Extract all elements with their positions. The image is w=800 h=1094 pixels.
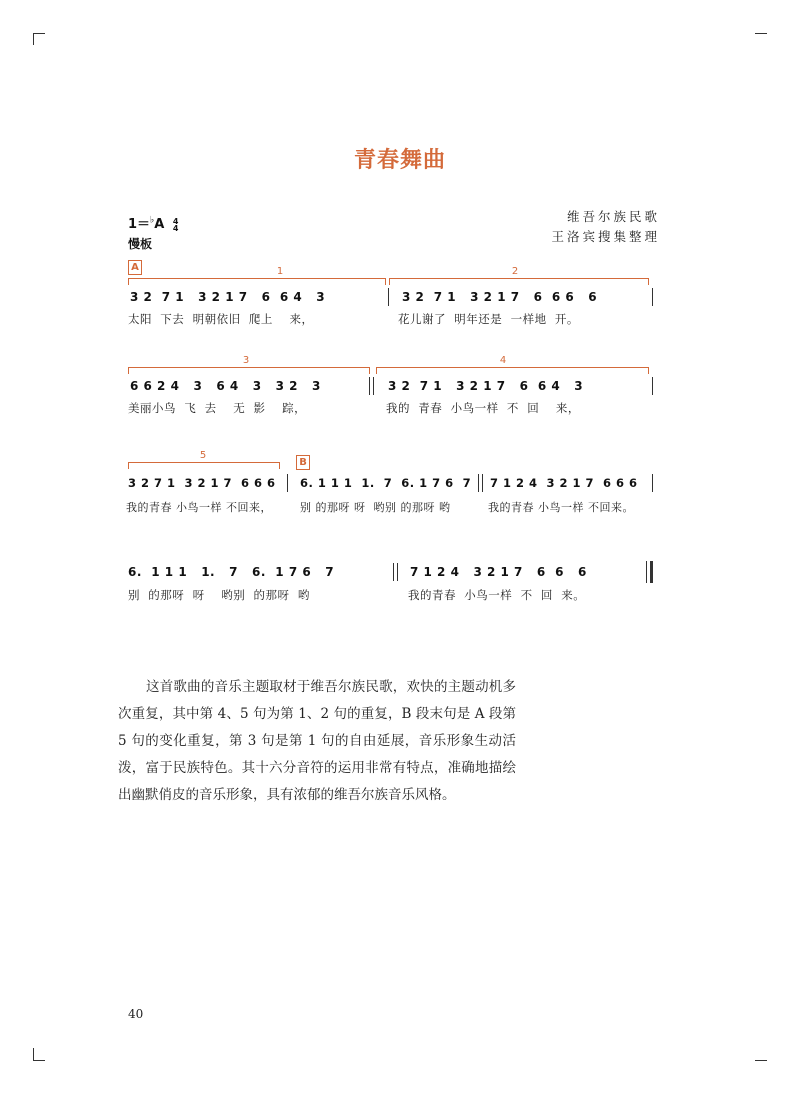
- lyrics-phrase-4: 我的 青春 小鸟一样 不 回 来，: [386, 401, 580, 415]
- tempo-marking: 慢板: [128, 237, 153, 251]
- lyrics-phrase-3: 美丽小鸟 飞 去 无 影 踪，: [128, 401, 307, 415]
- phrase-bracket-2: [389, 278, 649, 285]
- time-signature: [173, 218, 179, 232]
- time-sig-top: 4: [172, 216, 179, 226]
- song-collector: 王洛宾搜集整理: [551, 229, 660, 244]
- key-one: 1＝: [128, 217, 151, 232]
- song-origin: 维吾尔族民歌: [566, 209, 660, 224]
- phrase-number-3: 3: [242, 355, 250, 366]
- crop-mark-bottom-left: [33, 1060, 45, 1061]
- final-barline-thick: [650, 561, 653, 583]
- final-barline-thin: [646, 561, 647, 583]
- notes-phrase-2: 3 2 7 1 3 2 1 7 6 6 6 6: [402, 290, 598, 304]
- key-signature: [128, 213, 178, 232]
- barline: [397, 563, 398, 581]
- crop-mark-top-left: [33, 33, 34, 45]
- song-title: 青春舞曲: [353, 147, 446, 173]
- lyrics-phrase-2: 花儿谢了 明年还是 一样地 开。: [398, 312, 579, 326]
- phrase-bracket-3: [128, 367, 370, 374]
- notes-phrase-1: 3 2 7 1 3 2 1 7 6 6 4 3: [130, 290, 326, 304]
- phrase-bracket-4: [376, 367, 649, 374]
- section-b-marker: B: [296, 455, 310, 470]
- notes-phrase-4: 3 2 7 1 3 2 1 7 6 6 4 3: [388, 379, 584, 393]
- crop-mark-bottom-right: [755, 1060, 767, 1061]
- notes-b-phrase-4: 7 1 2 4 3 2 1 7 6 6 6: [410, 565, 587, 579]
- phrase-number-1: 1: [276, 266, 284, 277]
- key-note: A: [154, 217, 165, 232]
- lyrics-b-phrase-3: 别 的那呀 呀 哟别 的那呀 哟: [128, 588, 310, 602]
- crop-mark-bottom-left: [33, 1048, 34, 1060]
- lyrics-b-phrase-1: 别 的那呀 呀 哟别 的那呀 哟: [300, 501, 451, 514]
- phrase-bracket-1: [128, 278, 386, 285]
- lyrics-phrase-5: 我的青春 小鸟一样 不回来，: [126, 501, 272, 514]
- phrase-bracket-5: [128, 462, 280, 469]
- notes-b-phrase-3: 6. 1 1 1 1. 7 6. 1 7 6 7: [128, 565, 335, 579]
- barline: [388, 288, 389, 306]
- lyrics-b-phrase-2: 我的青春 小鸟一样 不回来。: [488, 501, 634, 514]
- description-paragraph: 这首歌曲的音乐主题取材于维吾尔族民歌，欢快的主题动机多次重复，其中第 4、5 句为第 1、2 句的重复，B 段末句是 A 段第 5 句的变化重复，第 3 句是第 1 句的自由延展，音乐形象生动活泼，富于民族特色。其十六分音符的运用非常有特点，准确地描绘出幽默俏皮的音乐形象，具有浓郁的维吾尔族音乐风格。: [118, 679, 516, 803]
- barline: [652, 474, 653, 492]
- flat-sign: ♭: [150, 215, 155, 226]
- barline: [393, 563, 394, 581]
- notes-phrase-3: 6 6 2 4 3 6 4 3 3 2 3: [130, 379, 321, 393]
- notes-phrase-5: 3 2 7 1 3 2 1 7 6 6 6: [128, 476, 276, 490]
- lyrics-b-phrase-4: 我的青春 小鸟一样 不 回 来。: [408, 588, 586, 602]
- barline: [373, 377, 374, 395]
- notes-b-phrase-1: 6. 1 1 1 1. 7 6. 1 7 6 7: [300, 476, 472, 490]
- section-a-marker: A: [128, 260, 142, 275]
- barline: [652, 377, 653, 395]
- crop-mark-top-left: [33, 33, 45, 34]
- barline: [478, 474, 479, 492]
- lyrics-phrase-1: 太阳 下去 明朝依旧 爬上 来，: [128, 312, 314, 326]
- notes-b-phrase-2: 7 1 2 4 3 2 1 7 6 6 6: [490, 476, 638, 490]
- barline: [369, 377, 370, 395]
- phrase-number-2: 2: [511, 266, 519, 277]
- barline: [652, 288, 653, 306]
- barline: [287, 474, 288, 492]
- phrase-number-4: 4: [499, 355, 507, 366]
- page-number: 40: [128, 1007, 144, 1021]
- crop-mark-top-right: [755, 33, 767, 34]
- phrase-number-5: 5: [199, 450, 207, 461]
- time-sig-bottom: 4: [172, 223, 179, 233]
- barline: [482, 474, 483, 492]
